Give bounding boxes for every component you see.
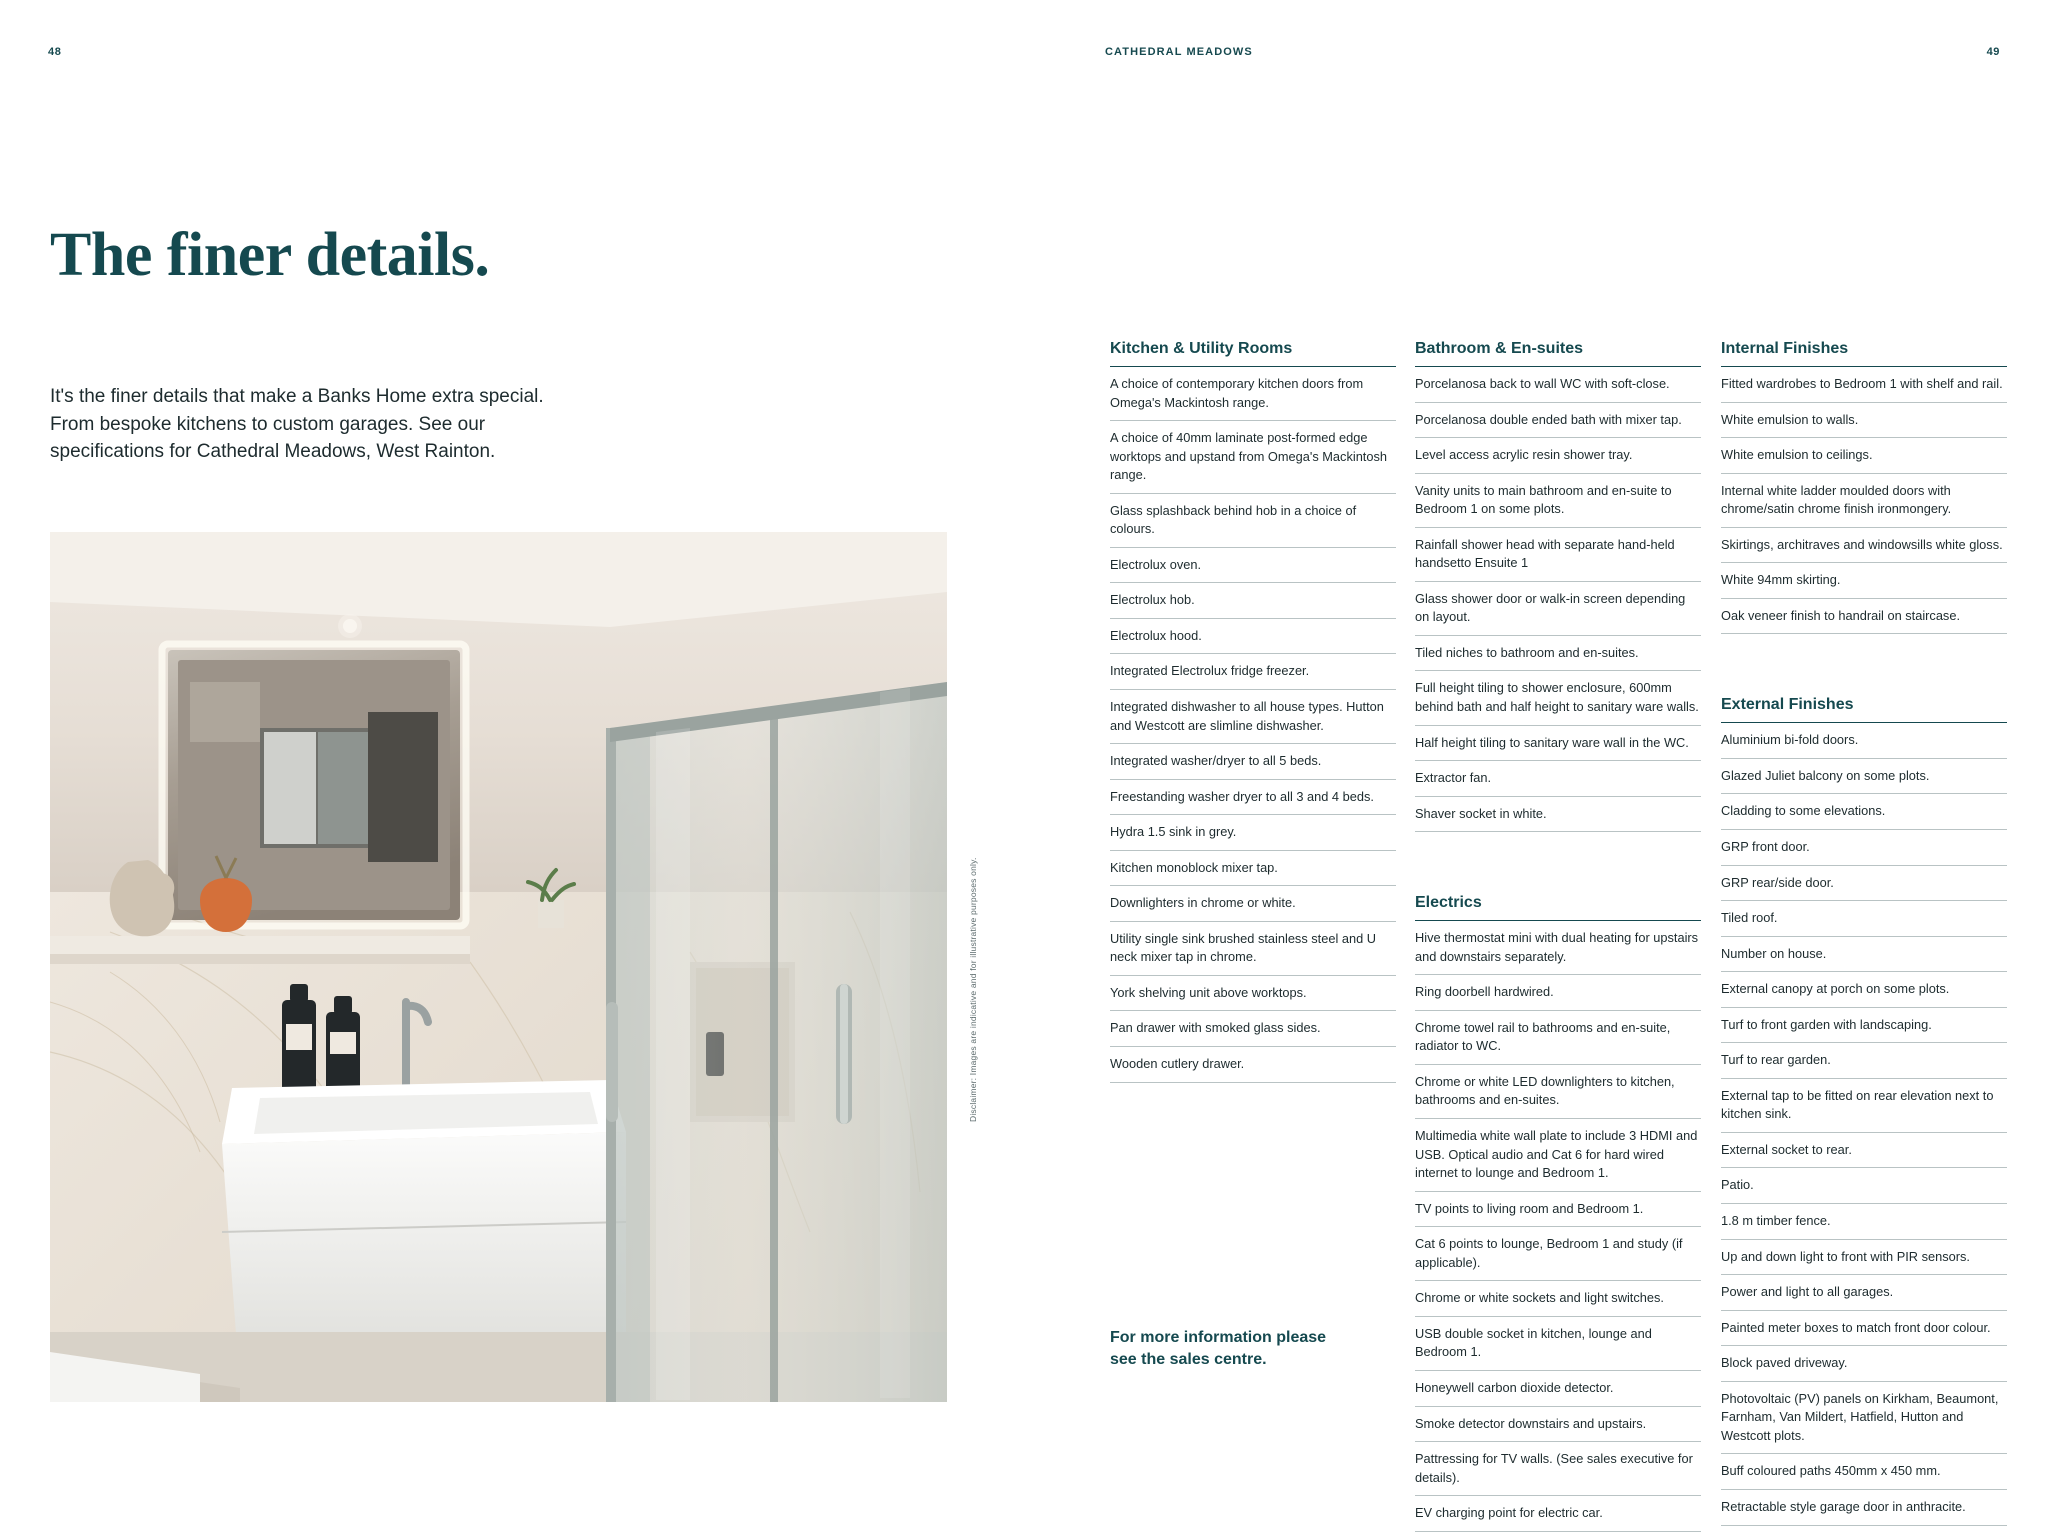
list-item: Ring doorbell hardwired. [1415,975,1701,1011]
spec-column-bathroom-electrics [1415,340,1701,1532]
intro-paragraph: It's the finer details that make a Banks Home extra special. From bespoke kitchens to custom garages. See our specifications for Cathedral Meadows, West Rainton. [50,386,544,463]
list-item: Porcelanosa back to wall WC with soft-close. [1415,367,1701,403]
spec-column-kitchen [1110,340,1396,1083]
list-item: Honeywell carbon dioxide detector. [1415,1371,1701,1407]
list-item: Electrolux hood. [1110,619,1396,655]
list-item: Glass splashback behind hob in a choice of colours. [1110,494,1396,548]
list-item: Turf to front garden with landscaping. [1721,1008,2007,1044]
list-item: Level access acrylic resin shower tray. [1415,438,1701,474]
list-item: Fitted wardrobes to Bedroom 1 with shelf and rail. [1721,367,2007,403]
page-title: The finer details. [50,220,490,289]
list-item: GRP rear/side door. [1721,866,2007,902]
list-item: 1.8 m timber fence. [1721,1204,2007,1240]
list-item: Hive thermostat mini with dual heating for upstairs and downstairs separately. [1415,921,1701,975]
list-item: Glazed Juliet balcony on some plots. [1721,759,2007,795]
more-information-note: For more information please see the sales centre. [1110,1329,1327,1369]
list-item: Painted meter boxes to match front door colour. [1721,1311,2007,1347]
folio-left: 48 [48,46,62,58]
list-item: Integrated dishwasher to all house types. Hutton and Westcott are slimline dishwasher. [1110,690,1396,744]
section-heading: External Finishes [1721,696,2007,723]
list-item: White 94mm skirting. [1721,563,2007,599]
list-item: Oak veneer finish to handrail on staircase. [1721,599,2007,635]
list-item: USB double socket in kitchen, lounge and Bedroom 1. [1415,1317,1701,1371]
list-item: Cladding to some elevations. [1721,794,2007,830]
spec-list [1110,367,1396,1083]
spec-column-finishes [1721,340,2007,1526]
column-spacer [1721,634,2007,696]
list-item: Rainfall shower head with separate hand-held handsetto Ensuite 1 [1415,528,1701,582]
list-item: Multimedia white wall plate to include 3 HDMI and USB. Optical audio and Cat 6 for hard wired internet to lounge and Bedroom 1. [1415,1119,1701,1192]
list-item: Glass shower door or walk-in screen depending on layout. [1415,582,1701,636]
list-item: Vanity units to main bathroom and en-suite to Bedroom 1 on some plots. [1415,474,1701,528]
running-title: CATHEDRAL MEADOWS [1105,46,1253,58]
list-item: Buff coloured paths 450mm x 450 mm. [1721,1454,2007,1490]
list-item: Utility single sink brushed stainless steel and U neck mixer tap in chrome. [1110,922,1396,976]
list-item: Photovoltaic (PV) panels on Kirkham, Beaumont, Farnham, Van Mildert, Hatfield, Hutton and Westcott plots. [1721,1382,2007,1455]
list-item: Electrolux oven. [1110,548,1396,584]
folio-right: 49 [1986,46,2000,58]
bathroom-photo [50,532,947,1402]
column-spacer [1415,832,1701,894]
list-item: Number on house. [1721,937,2007,973]
list-item: Extractor fan. [1415,761,1701,797]
list-item: White emulsion to walls. [1721,403,2007,439]
list-item: Pan drawer with smoked glass sides. [1110,1011,1396,1047]
list-item: Internal white ladder moulded doors with chrome/satin chrome finish ironmongery. [1721,474,2007,528]
spec-list [1415,921,1701,1531]
list-item: EV charging point for electric car. [1415,1496,1701,1532]
list-item: Chrome or white sockets and light switches. [1415,1281,1701,1317]
spec-list [1721,723,2007,1525]
section-heading: Internal Finishes [1721,340,2007,367]
list-item: Wooden cutlery drawer. [1110,1047,1396,1083]
list-item: Freestanding washer dryer to all 3 and 4 beds. [1110,780,1396,816]
list-item: Cat 6 points to lounge, Bedroom 1 and study (if applicable). [1415,1227,1701,1281]
section-heading: Bathroom & En-suites [1415,340,1701,367]
list-item: External socket to rear. [1721,1133,2007,1169]
photo-disclaimer: Disclaimer: Images are indicative and for illustrative purposes only. [968,857,978,1122]
spec-list [1415,367,1701,832]
list-item: External canopy at porch on some plots. [1721,972,2007,1008]
list-item: Hydra 1.5 sink in grey. [1110,815,1396,851]
list-item: Block paved driveway. [1721,1346,2007,1382]
list-item: Half height tiling to sanitary ware wall in the WC. [1415,726,1701,762]
list-item: White emulsion to ceilings. [1721,438,2007,474]
list-item: Up and down light to front with PIR sensors. [1721,1240,2007,1276]
list-item: Full height tiling to shower enclosure, 600mm behind bath and half height to sanitary ware walls. [1415,671,1701,725]
section-heading: Electrics [1415,894,1701,921]
list-item: Tiled roof. [1721,901,2007,937]
list-item: Tiled niches to bathroom and en-suites. [1415,636,1701,672]
list-item: Integrated washer/dryer to all 5 beds. [1110,744,1396,780]
spec-list [1721,367,2007,634]
bathroom-photo-illustration [50,532,947,1402]
list-item: York shelving unit above worktops. [1110,976,1396,1012]
list-item: TV points to living room and Bedroom 1. [1415,1192,1701,1228]
list-item: Aluminium bi-fold doors. [1721,723,2007,759]
list-item: Chrome or white LED downlighters to kitchen, bathrooms and en-suites. [1415,1065,1701,1119]
list-item: Pattressing for TV walls. (See sales executive for details). [1415,1442,1701,1496]
list-item: External tap to be fitted on rear elevation next to kitchen sink. [1721,1079,2007,1133]
list-item: Smoke detector downstairs and upstairs. [1415,1407,1701,1443]
list-item: A choice of contemporary kitchen doors from Omega's Mackintosh range. [1110,367,1396,421]
list-item: Chrome towel rail to bathrooms and en-suite, radiator to WC. [1415,1011,1701,1065]
section-heading: Kitchen & Utility Rooms [1110,340,1396,367]
list-item: Skirtings, architraves and windowsills white gloss. [1721,528,2007,564]
list-item: Electrolux hob. [1110,583,1396,619]
list-item: Downlighters in chrome or white. [1110,886,1396,922]
list-item: Kitchen monoblock mixer tap. [1110,851,1396,887]
list-item: Shaver socket in white. [1415,797,1701,833]
list-item: Retractable style garage door in anthracite. [1721,1490,2007,1526]
list-item: Power and light to all garages. [1721,1275,2007,1311]
list-item: Patio. [1721,1168,2007,1204]
list-item: Integrated Electrolux fridge freezer. [1110,654,1396,690]
list-item: GRP front door. [1721,830,2007,866]
list-item: Porcelanosa double ended bath with mixer tap. [1415,403,1701,439]
list-item: Turf to rear garden. [1721,1043,2007,1079]
list-item: A choice of 40mm laminate post-formed edge worktops and upstand from Omega's Mackintosh range. [1110,421,1396,494]
